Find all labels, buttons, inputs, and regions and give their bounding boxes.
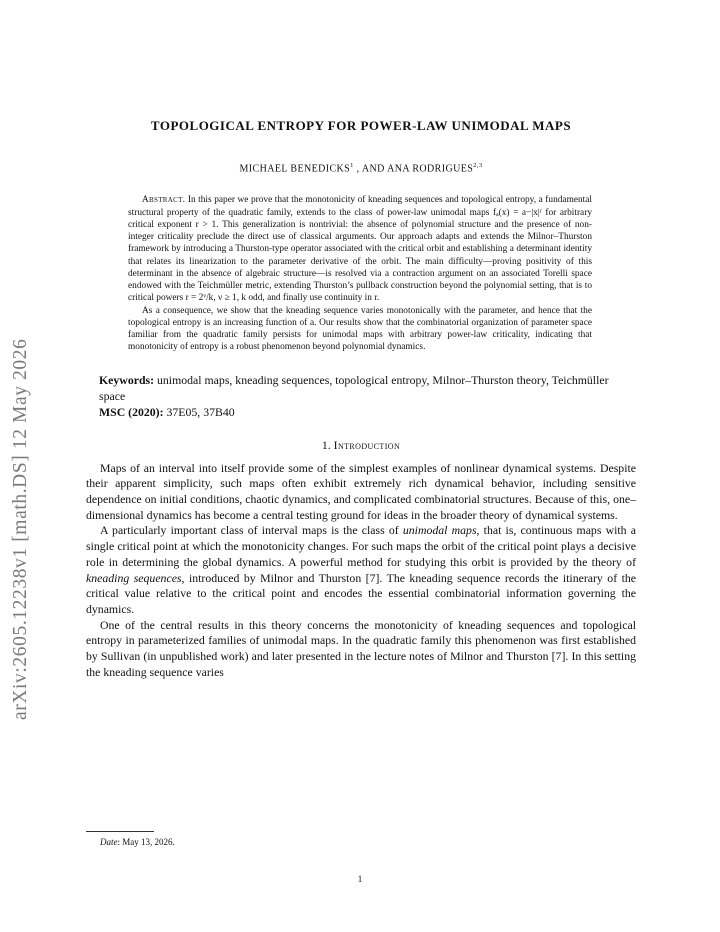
body-paragraph-2-part-a: A particularly important class of interval maps is the class of (100, 523, 403, 538)
paper-page (86, 118, 636, 680)
keywords-label: Keywords: (99, 372, 155, 387)
body-paragraph-2 (86, 523, 636, 617)
footnote-text: : May 13, 2026. (117, 837, 175, 847)
author-line (86, 162, 636, 174)
section-number: 1. (321, 437, 331, 452)
msc-label: MSC (2020): (99, 404, 164, 419)
term-unimodal-maps: unimodal maps (402, 523, 477, 538)
author-separator: , AND ANA RODRIGUES (353, 163, 474, 175)
paper-title: TOPOLOGICAL ENTROPY FOR POWER-LAW UNIMODAL MAPS (150, 118, 572, 133)
footnote-date (100, 837, 175, 847)
section-title: Introduction (333, 437, 401, 452)
footnote-label: Date (100, 837, 118, 847)
abstract-paragraph-2: As a consequence, we show that the kneading sequence varies monotonically with the parameter, and hence that the topological entropy is an increasing function of a. Our results show that the combinatorial organization of parameter space familiar from the quadratic family persists for unimodal maps with arbitrary power-law criticality, indicating that monotonicity of entropy is a robust phenomenon beyond polynomial dynamics. (128, 305, 592, 353)
abstract (128, 194, 592, 353)
introduction-body (86, 461, 636, 681)
author-1: MICHAEL BENEDICKS (239, 163, 351, 175)
msc-codes: 37E05, 37B40 (166, 404, 235, 419)
body-paragraph-2-part-b: , that is, continuous maps with a single critical point at which the monotonicity changes. For such maps the orbit of the critical point plays a decisive role in determining the global dynamics. A powerful method for studying this orbit is provided by the theory of (86, 523, 636, 569)
footnote-rule (86, 831, 154, 832)
body-paragraph-3: One of the central results in this theory concerns the monotonicity of kneading sequences and topological entropy in parameterized families of unimodal maps. In the quadratic family this phenomenon was first established by Sullivan (in unpublished work) and later presented in the lecture notes of Milnor and Thurston [7]. In this setting the kneading sequence varies (86, 617, 636, 679)
body-paragraph-2-part-c: , introduced by Milnor and Thurston [7]. The kneading sequence records the itinerary of the critical value relative to the critical point and encodes the essential combinatorial information governing the dynamics. (86, 570, 636, 616)
page-number: 1 (357, 874, 363, 884)
abstract-heading: Abstract. (142, 195, 186, 206)
keywords-block (86, 372, 636, 420)
author-1-affiliation: 1 (350, 162, 354, 169)
term-kneading-sequences: kneading sequences (86, 570, 182, 585)
arxiv-identifier: arXiv:2605.12238v1 [math.DS] 12 May 2026 (10, 338, 31, 720)
abstract-paragraph-1: In this paper we prove that the monotonicity of kneading sequences and topological entropy, a fundamental structural property of the quadratic family, extends to the class of power-law unimodal maps fₐ(x) = a−|x|ʳ for arbitrary critical exponent r > 1. This generalization is nontrivial: the absence of polynomial structure and the presence of non-integer criticality preclude the direct use of classical arguments. Our approach adapts and extends the Milnor–Thurston framework by introducing a Thurston-type operator associated with the critical orbit and establishing a determinant identity that relates its linearization to the parameter derivative of the orbit. The main difficulty—proving positivity of this determinant in the absence of algebraic structure—is resolved via a contraction argument on an associated Torelli space endowed with the Teichmüller metric, extending Thurston’s pullback construction beyond the polynomial setting, that is to critical powers r = 2ᵛ/k, ν ≥ 1, k odd, and finally use continuity in r. (128, 195, 592, 304)
body-paragraph-1: Maps of an interval into itself provide some of the simplest examples of nonlinear dynamical systems. Despite their apparent simplicity, such maps often exhibit extremely rich dynamical behavior, including sensitive dependence on initial conditions, chaotic dynamics, and complicated combinatorial structures. Because of this, one–dimensional dynamics has become a central testing ground for ideas in the broader theory of dynamical systems. (86, 460, 636, 522)
section-heading (86, 438, 636, 453)
keywords-text: unimodal maps, kneading sequences, topological entropy, Milnor–Thurston theory, Teichmüller space (99, 372, 609, 403)
author-2-affiliation: 2,3 (473, 162, 483, 169)
